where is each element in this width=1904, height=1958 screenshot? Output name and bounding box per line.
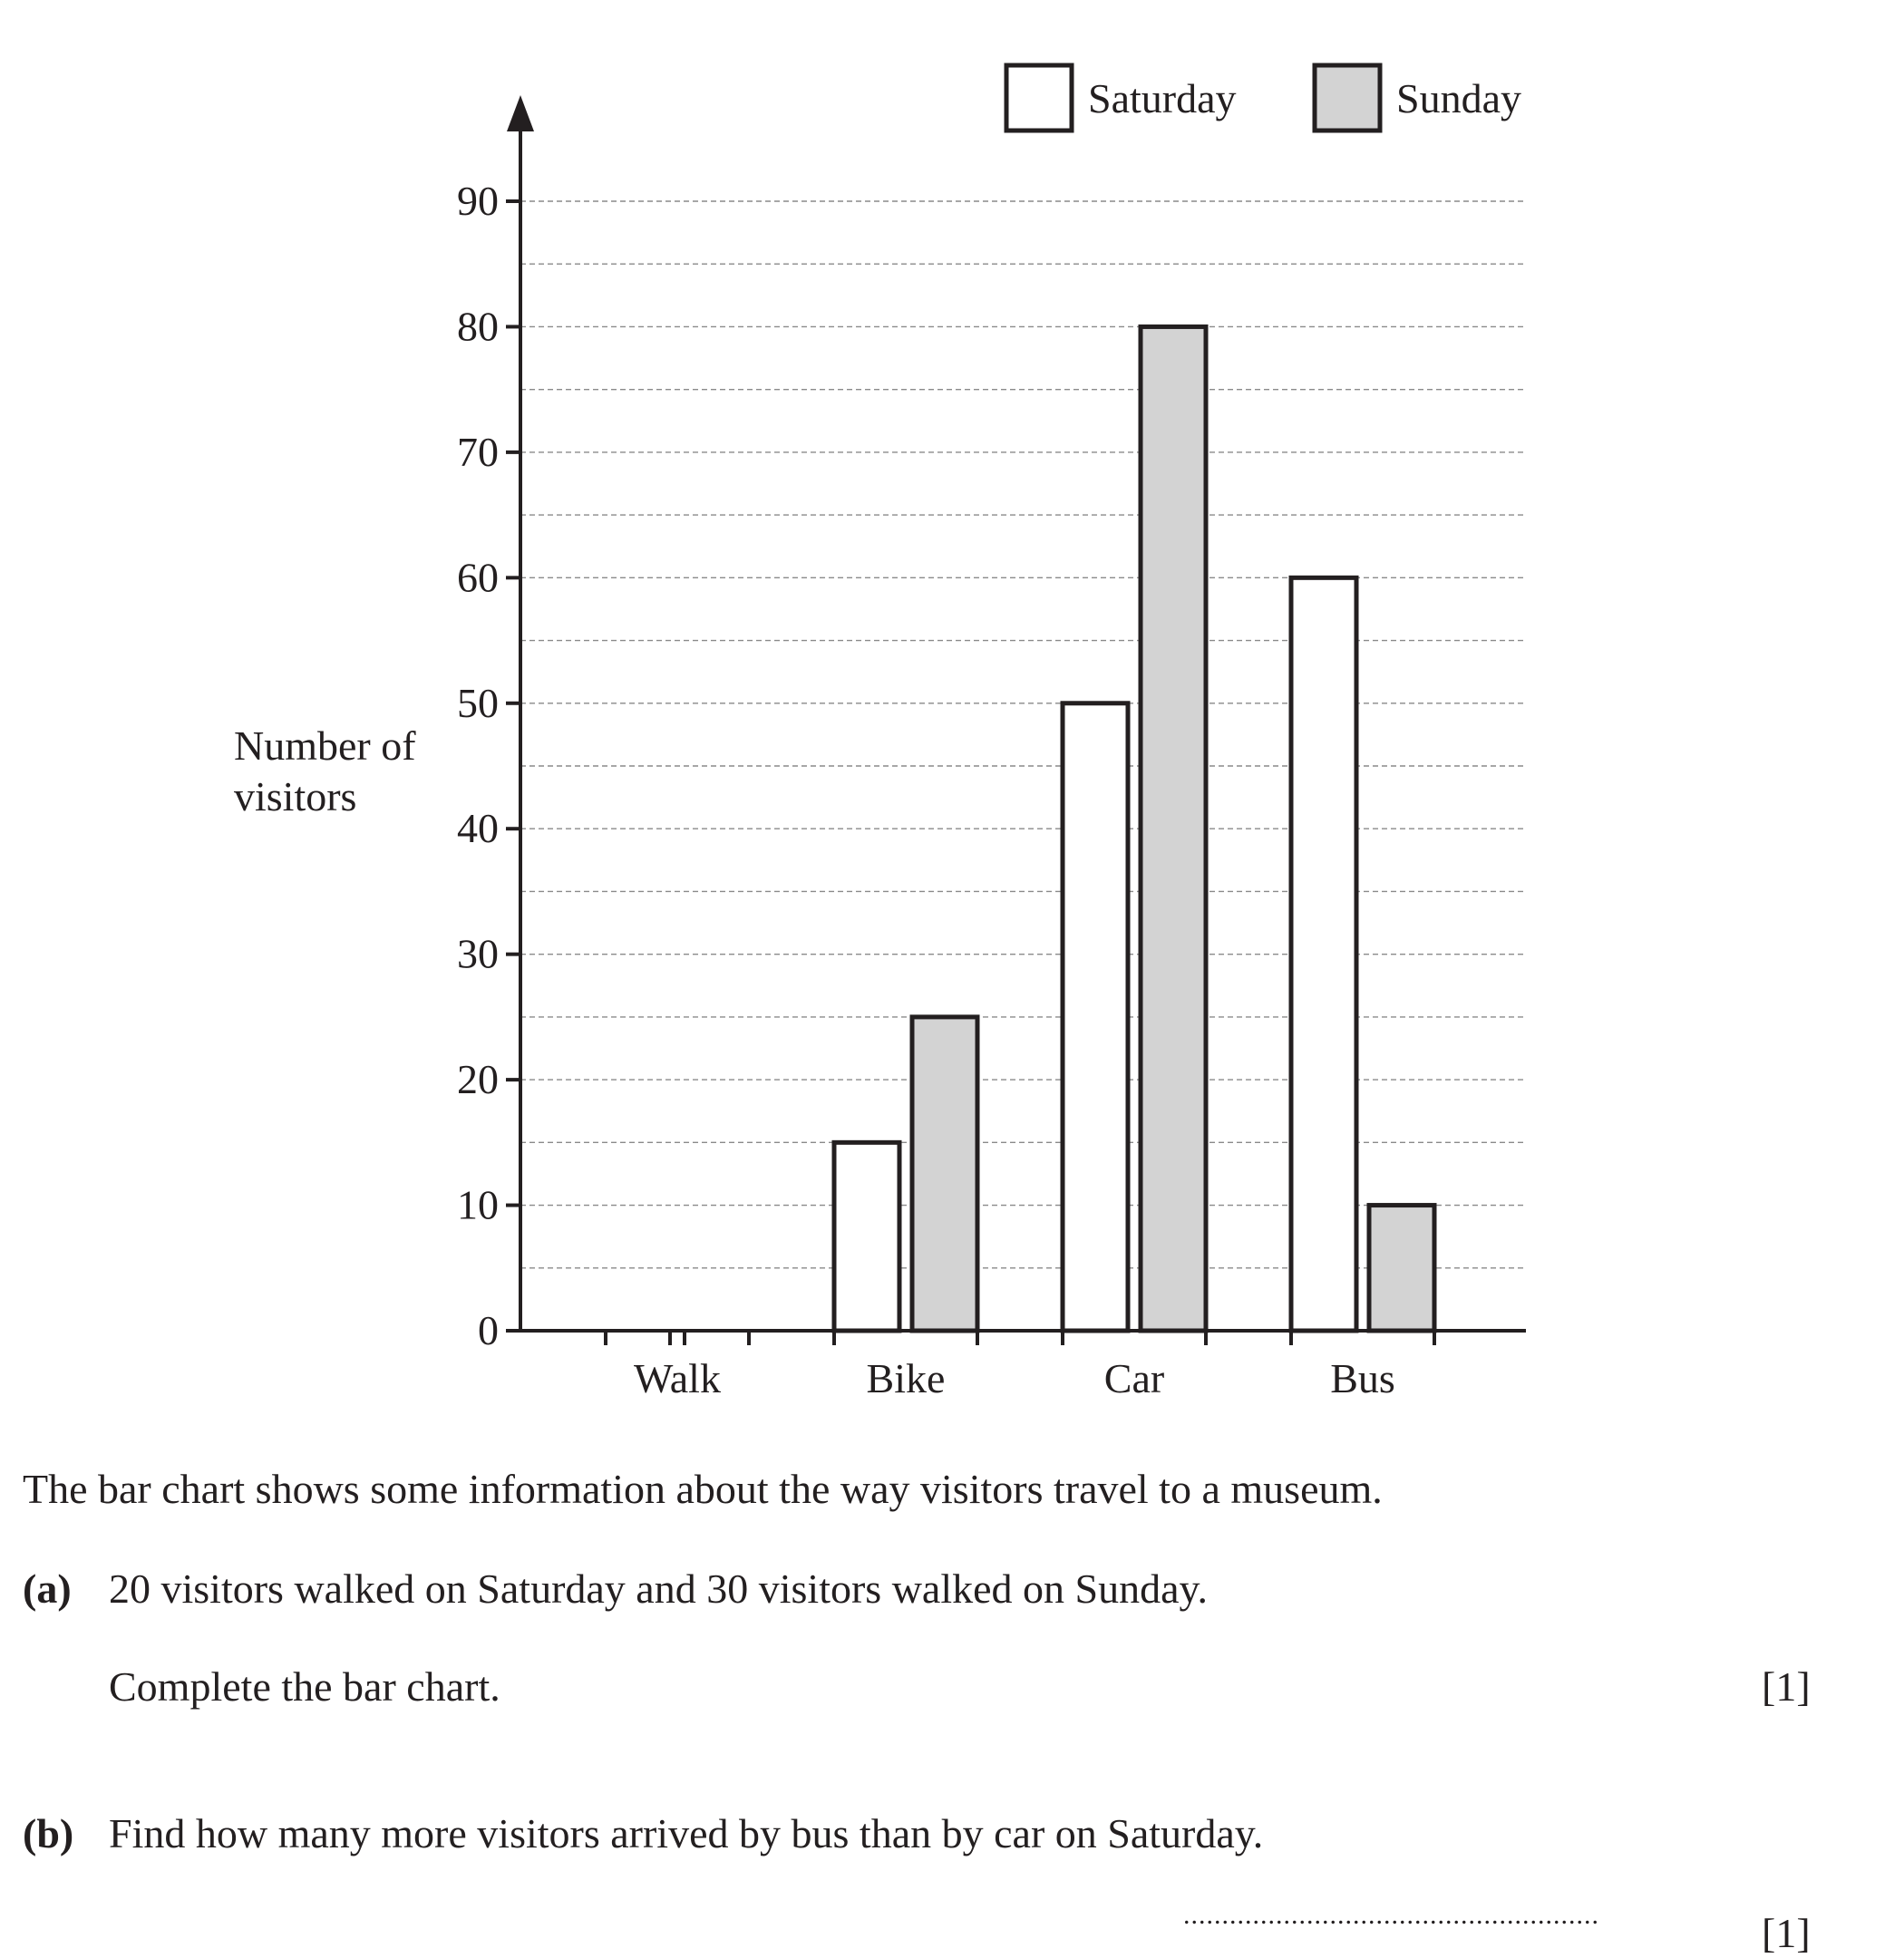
y-tick-label: 60 [457,554,499,601]
part-b-marks: [1] [1762,1910,1811,1956]
legend-label-sunday: Sunday [1396,75,1521,121]
y-axis-label [234,721,416,822]
legend-label-saturday: Saturday [1088,75,1237,121]
gridlines [520,201,1526,1268]
y-axis-label-line-2: visitors [234,773,357,819]
legend-swatch-saturday [1006,65,1072,131]
y-tick-label: 40 [457,805,499,852]
part-b-answer-line[interactable]: ...................................................... [1183,1900,1599,1930]
y-axis-label-line-1: Number of [234,722,416,769]
bar-saturday-bike [834,1142,899,1331]
legend-swatch-sunday [1315,65,1380,131]
part-a-marks: [1] [1762,1663,1811,1710]
y-tick-label: 10 [457,1181,499,1228]
bar-saturday-bus [1291,577,1356,1331]
axes [506,95,1526,1345]
x-tick-label-bike: Bike [866,1355,946,1401]
y-tick-labels [457,178,499,1353]
part-a-text: 20 visitors walked on Saturday and 30 visitors walked on Sunday. [109,1565,1209,1612]
x-tick-label-bus: Bus [1330,1355,1395,1401]
legend [1006,65,1521,131]
part-a-instruction: Complete the bar chart. [109,1663,500,1710]
y-axis-arrow [507,95,534,131]
part-b-text: Find how many more visitors arrived by bus than by car on Saturday. [109,1810,1264,1856]
part-b-label: (b) [23,1810,74,1856]
y-tick-label: 70 [457,428,499,475]
part-a-label: (a) [23,1565,72,1612]
y-tick-label: 30 [457,930,499,977]
y-tick-label: 80 [457,303,499,350]
bar-sunday-car [1141,326,1206,1331]
bar-saturday-car [1063,703,1128,1331]
y-tick-label: 20 [457,1056,499,1103]
x-tick-labels [634,1355,1395,1401]
y-tick-label: 0 [478,1307,499,1353]
x-tick-label-car: Car [1103,1355,1165,1401]
x-tick-label-walk: Walk [634,1355,721,1401]
y-tick-label: 90 [457,178,499,224]
bar-sunday-bus [1369,1206,1434,1331]
intro-text: The bar chart shows some information about the way visitors travel to a museum. [23,1466,1383,1512]
y-tick-label: 50 [457,679,499,726]
bar-sunday-bike [912,1017,977,1331]
